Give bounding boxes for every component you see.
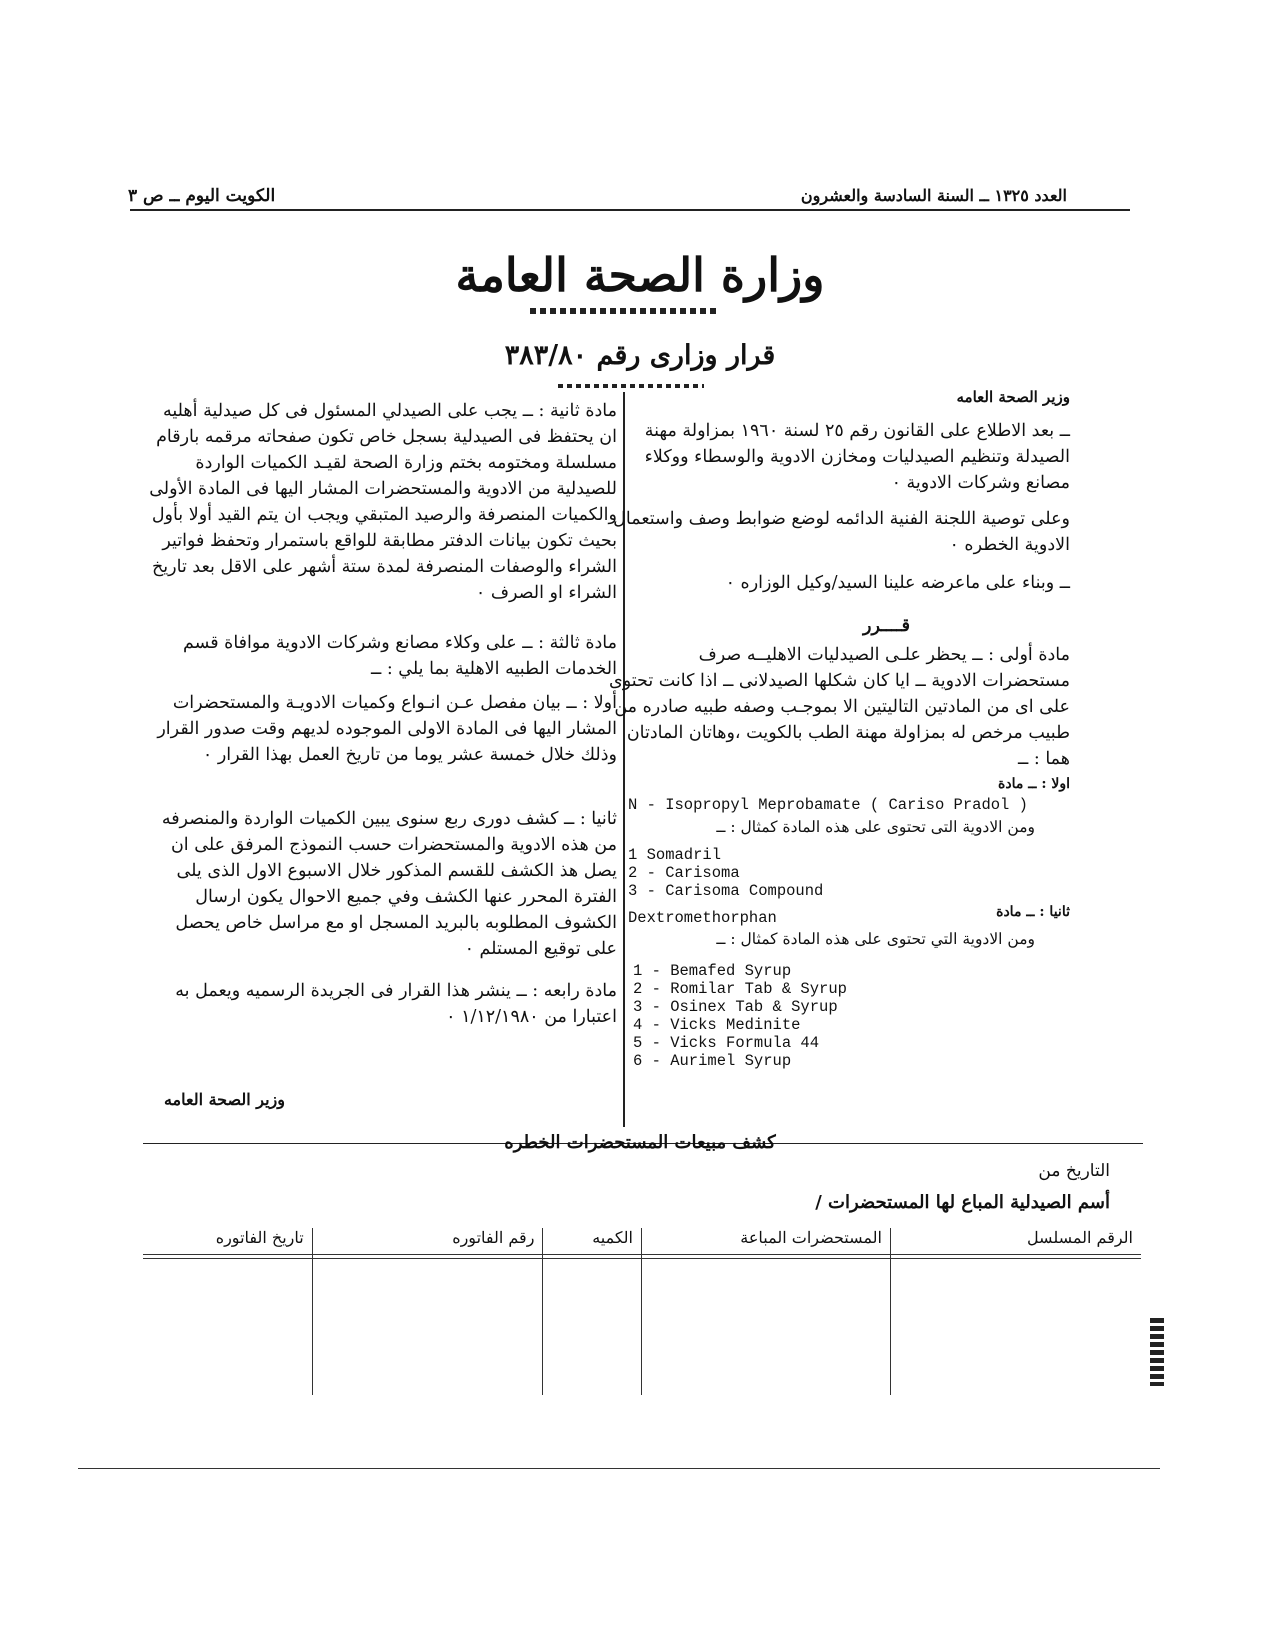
article-4: مادة رابعه : ــ ينشر هذا القرار فى الجريدة الرسميه ويعمل به اعتبارا من ١/١٢/١٩٨٠ ٠ <box>175 981 617 1027</box>
sales-form-table <box>143 1228 1141 1395</box>
column-quantity: الكميه <box>543 1228 642 1255</box>
drug-item: 1 Somadril <box>628 846 722 864</box>
first-drug-list <box>628 846 823 900</box>
table-cell <box>543 1255 642 1396</box>
table-cell <box>143 1255 312 1396</box>
second-drug-list <box>633 962 847 1070</box>
preamble-committee: وعلى توصية اللجنة الفنية الدائمه لوضع ضوابط وصف واستعمال الادوية الخطره ٠ <box>613 509 1070 555</box>
drug-item: 4 - Vicks Medinite <box>633 1016 801 1034</box>
second-substance: Dextromethorphan <box>628 909 777 927</box>
article-3-second: ثانيا : ــ كشف دورى ربع سنوى يبين الكميات الواردة والمنصرفه من هذه الادوية والمستحضرات حسب النموذج المرفق على ان يصل هذ الكشف للقسم المذكور خلال الاسبوع الاول الذى يلى الفترة المحرر عنها الكشف وفي جميع الاحوال يكون ارسال الكشوف المطلوبه بالبريد المسجل او مع مراسل خاص يحصل على توقيع المستلم ٠ <box>161 809 617 959</box>
header-rule <box>130 209 1130 211</box>
decree-title: قرار وزارى رقم ٣٨٣/٨٠ <box>504 340 776 371</box>
decides-heading: قــــرر <box>863 616 910 636</box>
table-row <box>143 1255 1141 1396</box>
column-invoice-number: رقم الفاتوره <box>312 1228 543 1255</box>
form-title: كشف مبيعات المستحضرات الخطره <box>504 1132 776 1153</box>
table-cell <box>890 1255 1141 1396</box>
column-invoice-date: تاريخ الفاتوره <box>143 1228 312 1255</box>
form-pharmacy-label: أسم الصيدلية المباع لها المستحضرات / <box>815 1192 1110 1213</box>
ministry-title: وزارة الصحة العامة <box>455 248 825 302</box>
preamble-undersecretary: ــ وبناء على ماعرضه علينا السيد/وكيل الوزاره ٠ <box>725 573 1070 593</box>
drug-item: 2 - Carisoma <box>628 864 740 882</box>
second-examples-intro: ومن الادوية التي تحتوى على هذه المادة كمثال : ــ <box>716 930 1035 948</box>
drug-item: 1 - Bemafed Syrup <box>633 962 792 980</box>
preamble-law: ــ بعد الاطلاع على القانون رقم ٢٥ لسنة ١٩٦٠ بمزاولة مهنة الصيدلة وتنظيم الصيدليات ومخازن الادوية والوسطاء ووكلاء مصانع وشركات الادوية ٠ <box>644 421 1070 493</box>
first-examples-intro: ومن الادوية التى تحتوى على هذه المادة كمثال : ــ <box>716 818 1035 836</box>
article-3: مادة ثالثة : ــ على وكلاء مصانع وشركات الادوية موافاة قسم الخدمات الطبيه الاهلية بما يلي : ــ <box>183 633 617 679</box>
table-cell <box>642 1255 891 1396</box>
article-3-first: أولا : ــ بيان مفصل عـن انـواع وكميات الادويـة والمستحضرات المشار اليها فى المادة الاولى الموجوده لديهم وقت صدور القرار وذلك خلال خمسة عشر يوما من تاريخ العمل بهذا القرار ٠ <box>157 693 617 765</box>
decree-ornament <box>558 384 704 388</box>
drug-item: 3 - Carisoma Compound <box>628 882 824 900</box>
minister-signature: وزير الصحة العامه <box>163 1090 285 1109</box>
first-substance: N - Isopropyl Meprobamate ( Cariso Pradol ) <box>628 796 1028 814</box>
first-substance-label: اولا : ــ مادة <box>998 776 1070 792</box>
drug-item: 6 - Aurimel Syrup <box>633 1052 792 1070</box>
form-date-label: التاريخ من <box>1038 1161 1110 1181</box>
page-bottom-rule <box>78 1468 1160 1469</box>
drug-item: 5 - Vicks Formula 44 <box>633 1034 820 1052</box>
second-substance-label: ثانيا : ــ مادة <box>996 904 1070 920</box>
running-header-issue: العدد ١٣٢٥ ــ السنة السادسة والعشرون <box>800 186 1067 205</box>
article-1: مادة أولى : ــ يحظر علـى الصيدليات الاهليــه صرف مستحضرات الادوية ــ ايا كان شكلها الصيدلانى ــ اذا كانت تحتوى على اى من المادتين التاليتين الا بموجـب وصفه طبيه صادره من طبيب مرخص له بمزاولة مهنة الطب بالكويت ،وهاتان المادتان هما : ــ <box>609 645 1070 769</box>
column-products: المستحضرات المباعة <box>642 1228 891 1255</box>
scan-artifact <box>1150 1318 1164 1386</box>
drug-item: 2 - Romilar Tab & Syrup <box>633 980 847 998</box>
running-header-page: الكويت اليوم ــ ص ٣ <box>128 186 276 206</box>
article-2: مادة ثانية : ــ يجب على الصيدلي المسئول فى كل صيدلية أهليه ان يحتفظ فى الصيدلية بسجل خاص تكون صفحاته مرقمه بارقام مسلسلة ومختومه بختم وزارة الصحة لقيـد الكميات الواردة للصيدلية من الادوية والمستحضرات المشار اليها فى المادة الأولى والكميات المنصرفة والرصيد المتبقي ويجب ان يتم القيد أولا بأول بحيث تكون بيانات الدفتر مطابقة للواقع باستمرار وتحفظ فواتير الشراء والوصفات المنصرفة لمدة ستة أشهر على الاقل بعد تاريخ الشراء او الصرف ٠ <box>149 401 617 603</box>
minister-heading: وزير الصحة العامه <box>956 388 1070 406</box>
table-header-row <box>143 1228 1141 1255</box>
drug-item: 3 - Osinex Tab & Syrup <box>633 998 838 1016</box>
table-cell <box>312 1255 543 1396</box>
column-serial: الرقم المسلسل <box>890 1228 1141 1255</box>
title-ornament <box>530 308 720 314</box>
